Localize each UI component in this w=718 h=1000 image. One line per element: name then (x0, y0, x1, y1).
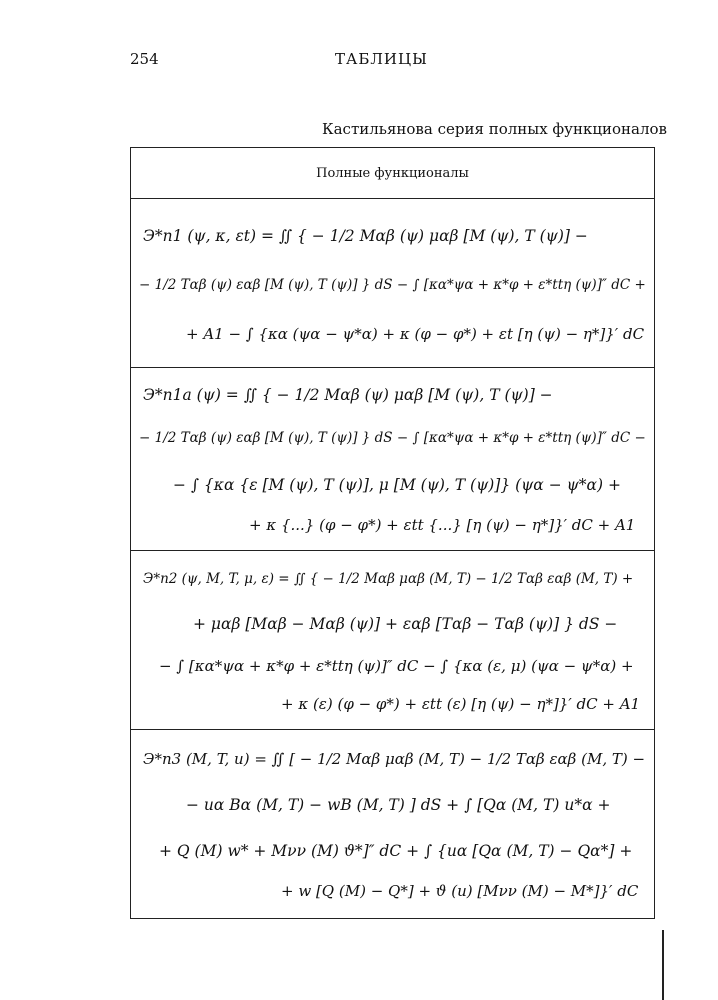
page-number: 254 (130, 50, 159, 68)
formula-line: + w [Q (M) − Q*] + ϑ (u) [Mνν (M) − M*]}′ dC (281, 882, 639, 900)
table-header (131, 148, 654, 199)
formula-line: − ∫ [κα*ψα + κ*φ + ε*ttη (ψ)]″ dC − ∫ {κα (ε, μ) (ψα − ψ*α) + (159, 657, 634, 675)
formula-line: − 1/2 Tαβ (ψ) εαβ [M (ψ), T (ψ)] } dS − ∫ [κα*ψα + κ*φ + ε*ttη (ψ)]″ dC + (139, 277, 646, 293)
formula-line: + Q (M) w* + Mνν (M) ϑ*]″ dC + ∫ {uα [Qα (M, T) − Qα*] + (159, 842, 633, 860)
formula-row-p1 (131, 199, 654, 368)
formula-line: + μαβ [Mαβ − Mαβ (ψ)] + εαβ [Tαβ − Tαβ (ψ)] } dS − (193, 615, 618, 633)
formula-line: Э*п1a (ψ) = ∬ { − 1/2 Mαβ (ψ) μαβ [M (ψ), T (ψ)] − (143, 386, 553, 404)
formula-line: Э*п1 (ψ, κ, εt) = ∬ { − 1/2 Mαβ (ψ) μαβ [M (ψ), T (ψ)] − (143, 227, 588, 245)
formula-line: − uα Bα (M, T) − wB (M, T) ] dS + ∫ [Qα (M, T) u*α + (186, 796, 611, 814)
formula-line: Э*п2 (ψ, M, T, μ, ε) = ∬ { − 1/2 Mαβ μαβ (M, T) − 1/2 Tαβ εαβ (M, T) + (143, 571, 634, 587)
functionals-table (130, 147, 655, 919)
formula-line: Э*п3 (M, T, u) = ∬ [ − 1/2 Mαβ μαβ (M, T) − 1/2 Tαβ εαβ (M, T) − (143, 750, 646, 768)
formula-line: + κ (ε) (φ − φ*) + εtt (ε) [η (ψ) − η*]}′ dC + A1 (281, 695, 641, 713)
running-head: ТАБЛИЦЫ (335, 50, 428, 68)
formula-row-p3 (131, 730, 654, 920)
formula-row-p1a (131, 368, 654, 551)
margin-rule (662, 930, 664, 1000)
table-title: Кастильянова серия полных функционалов (322, 120, 667, 138)
formula-line: − ∫ {κα {ε [M (ψ), T (ψ)], μ [M (ψ), T (ψ)]} (ψα − ψ*α) + (173, 476, 621, 494)
formula-line: + A1 − ∫ {κα (ψα − ψ*α) + κ (φ − φ*) + εt [η (ψ) − η*]}′ dC (186, 325, 645, 343)
formula-line: + κ {...} (φ − φ*) + εtt {...} [η (ψ) − η*]}′ dC + A1 (249, 516, 636, 534)
formula-line: − 1/2 Tαβ (ψ) εαβ [M (ψ), T (ψ)] } dS − ∫ [κα*ψα + κ*φ + ε*ttη (ψ)]″ dC − (139, 430, 646, 446)
formula-row-p2 (131, 551, 654, 730)
column-header: Полные функционалы (316, 165, 469, 181)
